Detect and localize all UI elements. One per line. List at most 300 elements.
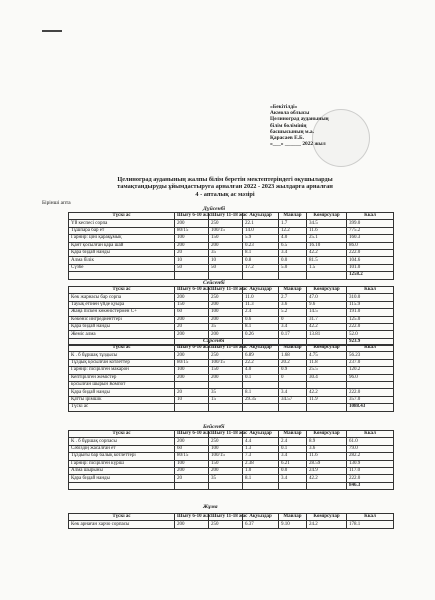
dish-name: Қара бидай нанды <box>69 323 175 330</box>
cell-value: 3.4 <box>279 389 307 396</box>
cell-value: 200 <box>175 294 209 301</box>
table-row <box>69 316 394 323</box>
cell-value: 117.0 <box>347 467 394 474</box>
portion-11-18-header: Шығу 11-18 жас <box>209 345 243 352</box>
dish-name: Үй кеспесі сорпа <box>69 220 175 227</box>
carbs-header: Көмірсулар <box>307 287 347 294</box>
portion-11-18-header: Шығу 11-18 жас <box>209 431 243 438</box>
total-kcal: 846.3 <box>347 482 394 489</box>
title-line: Целиноград ауданының жалпы білім беретін мектептеріндегі оқушыларды <box>117 176 333 183</box>
cell-value: 50 <box>175 264 209 271</box>
portion-6-10-header: Шығу 6-10 жас <box>175 287 209 294</box>
cell-value: 4.0 <box>279 235 307 242</box>
day-name: Сәрсенбі <box>203 338 225 344</box>
cell-value: 0.23 <box>243 242 279 249</box>
cell-value: 5.9 <box>243 235 279 242</box>
carbs-header: Көмірсулар <box>307 431 347 438</box>
header-row <box>69 431 394 438</box>
cell-value: 0 <box>279 374 307 381</box>
dish-name: Тауық етінен үйде қуыра <box>69 301 175 308</box>
cell-value: 104.6 <box>347 257 394 264</box>
cell-value: 200 <box>175 438 209 445</box>
cell-value: 42.2 <box>307 475 347 482</box>
fat-header: Майлар <box>279 213 307 220</box>
table-row <box>69 389 394 396</box>
cell-value: 47.0 <box>307 294 347 301</box>
cell-value: 101.0 <box>347 264 394 271</box>
empty-cell <box>175 404 209 411</box>
header-row <box>69 287 394 294</box>
cell-value: 3.4 <box>279 323 307 330</box>
cell-value: 11.9 <box>307 396 347 403</box>
table-row <box>69 220 394 227</box>
cell-value: 60 <box>175 445 209 452</box>
cell-value: 160.3 <box>347 235 394 242</box>
cell-value: 15 <box>209 396 243 403</box>
cell-value: 1.68 <box>279 352 307 359</box>
table-row <box>69 374 394 381</box>
cell-value: 100/15 <box>209 227 243 234</box>
title-line: 4 - апталық ас мәзірі <box>195 190 255 198</box>
cell-value: 1.5 <box>307 264 347 271</box>
total-label <box>69 482 175 489</box>
dish-name: Көк жарнасы бар сорпа <box>69 294 175 301</box>
dish-name: Көкөніс ингредиенттері <box>69 316 175 323</box>
cell-value: 115.9 <box>347 301 394 308</box>
cell-value: 86.0 <box>347 242 394 249</box>
cell-value: 100 <box>175 367 209 374</box>
portion-11-18-header: Шығу 11-18 жас <box>209 287 243 294</box>
portion-6-10-header: Шығу 6-10 жас <box>175 345 209 352</box>
week-label: Бірінші апта <box>42 200 71 206</box>
cell-value: 237.0 <box>347 359 394 366</box>
total-label <box>69 272 175 279</box>
cell-value: 0.1 <box>243 374 279 381</box>
cell-value: 357.0 <box>347 396 394 403</box>
cell-value: 6.21 <box>279 460 307 467</box>
dish-name: К . б бұршақ тұздысы <box>69 352 175 359</box>
empty-cell <box>175 272 209 279</box>
cell-value: 22.2 <box>243 359 279 366</box>
dish-name: Кептірілген жемістер <box>69 374 175 381</box>
cell-value: 6.89 <box>243 352 279 359</box>
kcal-header: Ккал <box>347 514 394 521</box>
portion-11-18-header: Шығу 11-18 жас <box>209 514 243 521</box>
cell-value: 34.57 <box>279 396 307 403</box>
cell-value: 8.1 <box>243 249 279 256</box>
dish-name: Көк арнаған харчо сорпасы <box>69 521 175 528</box>
cell-value: 11.6 <box>307 453 347 460</box>
cell-value: 9.6 <box>307 301 347 308</box>
dish-name: Алма білік <box>69 257 175 264</box>
fat-header: Майлар <box>279 514 307 521</box>
cell-value: 191.0 <box>347 309 394 316</box>
cell-value: 200 <box>175 467 209 474</box>
table-row <box>69 445 394 452</box>
empty-cell <box>209 482 243 489</box>
approval-line: Целиноград ауданының <box>270 116 329 123</box>
cell-value: 100 <box>209 309 243 316</box>
cell-value: 22.1 <box>243 220 279 227</box>
cell-value: 100 <box>175 235 209 242</box>
approval-line: басшысының м.а. <box>270 128 314 135</box>
total-kcal: 1258.2 <box>347 272 394 279</box>
cell-value: 200 <box>209 467 243 474</box>
dish-name: Қара бидай нанды <box>69 475 175 482</box>
cell-value: 35 <box>209 323 243 330</box>
cell-value: 1.7 <box>279 220 307 227</box>
cell-value <box>243 381 279 388</box>
cell-value: 6.5 <box>279 242 307 249</box>
dish-name: Қара бидай нанды <box>69 389 175 396</box>
cell-value: 0.17 <box>279 331 307 338</box>
total-kcal: 1088.43 <box>347 404 394 411</box>
header-row <box>69 514 394 521</box>
total-row <box>69 404 394 411</box>
header-row <box>69 213 394 220</box>
cell-value: 14.0 <box>243 227 279 234</box>
cell-value <box>279 381 307 388</box>
table-row <box>69 460 394 467</box>
portion-11-18-header: Шығу 11-18 жас <box>209 213 243 220</box>
cell-value: 25.5 <box>307 367 347 374</box>
menu-table <box>68 430 394 490</box>
cell-value <box>307 381 347 388</box>
cell-value: 24.2 <box>307 521 347 528</box>
cell-value: 250 <box>209 294 243 301</box>
cell-value: 42.2 <box>307 323 347 330</box>
table-row <box>69 264 394 271</box>
dish-name: Жеміс алма <box>69 331 175 338</box>
table-row <box>69 352 394 359</box>
cell-value: 8.1 <box>243 323 279 330</box>
cell-value: 50 <box>209 264 243 271</box>
dish-name: К . б бұршақ сорпасы <box>69 438 175 445</box>
cell-value: 0.1 <box>279 445 307 452</box>
total-row <box>69 272 394 279</box>
table-row <box>69 294 394 301</box>
cell-value: 11.6 <box>307 227 347 234</box>
cell-value: 2.38 <box>243 460 279 467</box>
kcal-header: Ккал <box>347 287 394 294</box>
menu-table <box>68 212 394 280</box>
cell-value: 8.9 <box>307 438 347 445</box>
kcal-header: Ккал <box>347 213 394 220</box>
cell-value: 775.2 <box>347 227 394 234</box>
cell-value: 35 <box>209 475 243 482</box>
cell-value: 61.0 <box>347 438 394 445</box>
cell-value: 0.9 <box>279 367 307 374</box>
fat-header: Майлар <box>279 345 307 352</box>
table-row <box>69 467 394 474</box>
cell-value <box>347 381 394 388</box>
cell-value: 250 <box>209 220 243 227</box>
table-row <box>69 475 394 482</box>
cell-value: 11.8 <box>307 359 347 366</box>
portion-6-10-header: Шығу 6-10 жас <box>175 213 209 220</box>
approval-line: Қарасаев Е.Б. <box>270 135 304 142</box>
empty-cell <box>243 404 279 411</box>
dish-name: Тұздығы бар балық котлеттері <box>69 453 175 460</box>
cell-value: 2.7 <box>279 294 307 301</box>
total-label: Түскі ас <box>69 404 175 411</box>
cell-value: 20 <box>175 389 209 396</box>
cell-value: 222.0 <box>347 475 394 482</box>
empty-cell <box>209 272 243 279</box>
protein-header: Ақуыздар <box>243 514 279 521</box>
dish-name: Сәбіздің жасалған ет <box>69 445 175 452</box>
cell-value: 0.0 <box>279 257 307 264</box>
cell-value: 1.0 <box>243 467 279 474</box>
cell-value: 200 <box>175 242 209 249</box>
empty-cell <box>209 404 243 411</box>
cell-value: 20.2 <box>279 359 307 366</box>
cell-value: 79.0 <box>347 445 394 452</box>
cell-value: 200 <box>209 242 243 249</box>
fat-header: Майлар <box>279 287 307 294</box>
empty-cell <box>243 482 279 489</box>
cell-value: 0.8 <box>243 257 279 264</box>
cell-value: 3.4 <box>279 249 307 256</box>
dish-header: Түскі ас <box>69 514 175 521</box>
carbs-header: Көмірсулар <box>307 345 347 352</box>
cell-value: 5.2 <box>279 309 307 316</box>
dish-name: Тұшпара бар ет <box>69 227 175 234</box>
dish-header: Түскі ас <box>69 345 175 352</box>
table-row <box>69 331 394 338</box>
cell-value: 399.0 <box>347 220 394 227</box>
cell-value: 4.0 <box>243 367 279 374</box>
cell-value: 100 <box>175 460 209 467</box>
dish-name: Гарнир: пісірілген макарон <box>69 367 175 374</box>
cell-value: 250 <box>209 521 243 528</box>
cell-value: 100 <box>209 445 243 452</box>
cell-value: 31.7 <box>307 316 347 323</box>
empty-cell <box>279 272 307 279</box>
total-row <box>69 482 394 489</box>
cell-value: 200 <box>209 301 243 308</box>
cell-value: 100/15 <box>209 359 243 366</box>
cell-value: 10 <box>175 257 209 264</box>
dish-name: Гарнир: пісірілген күріш <box>69 460 175 467</box>
dish-header: Түскі ас <box>69 431 175 438</box>
protein-header: Ақуыздар <box>243 431 279 438</box>
cell-value: 222.0 <box>347 249 394 256</box>
cell-value: 310.0 <box>347 294 394 301</box>
cell-value: 0.0 <box>279 467 307 474</box>
empty-cell <box>307 272 347 279</box>
cell-value: 178.1 <box>347 521 394 528</box>
carbs-header: Көмірсулар <box>307 213 347 220</box>
cell-value: 80/15 <box>175 453 209 460</box>
fat-header: Майлар <box>279 431 307 438</box>
approval-block <box>270 104 420 147</box>
menu-table <box>68 344 394 412</box>
table-row <box>69 323 394 330</box>
cell-value: 10 <box>175 396 209 403</box>
table-row <box>69 381 394 388</box>
approval-line: білім бөлімінің <box>270 122 307 129</box>
cell-value: 8.1 <box>243 475 279 482</box>
table-row <box>69 249 394 256</box>
approval-line: «___» ______ 2022 жыл <box>270 141 326 148</box>
cell-value: 52.0 <box>347 331 394 338</box>
day-name: Бейсенбі <box>203 424 225 430</box>
cell-value: 29.35 <box>243 396 279 403</box>
cell-value: 150 <box>209 460 243 467</box>
total-kcal: 923.9 <box>347 338 394 345</box>
cell-value: 25.1 <box>307 235 347 242</box>
cell-value: 1.3 <box>243 445 279 452</box>
cell-value: 6.37 <box>243 521 279 528</box>
cell-value: 120.2 <box>347 367 394 374</box>
cell-value: 2.4 <box>279 438 307 445</box>
cell-value: 3.4 <box>279 475 307 482</box>
cell-value: 282.2 <box>347 453 394 460</box>
cell-value: 150 <box>209 235 243 242</box>
cell-value: 20 <box>175 249 209 256</box>
cell-value: 3.4 <box>279 453 307 460</box>
cell-value: 17.2 <box>243 264 279 271</box>
cell-value: 11.3 <box>243 301 279 308</box>
cell-value: 35 <box>209 249 243 256</box>
cell-value: 16.10 <box>307 242 347 249</box>
cell-value: 200 <box>209 374 243 381</box>
cell-value: 56.23 <box>347 352 394 359</box>
table-row <box>69 242 394 249</box>
cell-value: 150 <box>175 301 209 308</box>
cell-value: 3.6 <box>307 445 347 452</box>
dish-name: Гарнир: ціні қарақұмық <box>69 235 175 242</box>
dish-name: Қант қосылған қара шай <box>69 242 175 249</box>
empty-cell <box>243 272 279 279</box>
cell-value: 60 <box>175 309 209 316</box>
portion-6-10-header: Шығу 6-10 жас <box>175 431 209 438</box>
table-row <box>69 301 394 308</box>
empty-cell <box>307 482 347 489</box>
cell-value: 9.10 <box>279 521 307 528</box>
cell-value: 200 <box>175 316 209 323</box>
cell-value: 80/15 <box>175 227 209 234</box>
cell-value: 100/15 <box>209 453 243 460</box>
table-row <box>69 453 394 460</box>
cell-value: 0 <box>279 316 307 323</box>
cell-value: 3.6 <box>279 301 307 308</box>
cell-value: 200 <box>175 374 209 381</box>
dish-header: Түскі ас <box>69 287 175 294</box>
table-row <box>69 227 394 234</box>
cell-value: 130.9 <box>347 460 394 467</box>
dish-name: қосылған шырын Компот <box>69 381 175 388</box>
protein-header: Ақуыздар <box>243 345 279 352</box>
table-row <box>69 309 394 316</box>
dish-name: Жаңа піскен көкөністермен С+ <box>69 309 175 316</box>
cell-value: 2.4 <box>243 309 279 316</box>
dish-name: Қатты ірімшік <box>69 396 175 403</box>
cell-value: 222.0 <box>347 389 394 396</box>
cell-value: 200 <box>175 521 209 528</box>
table-row <box>69 367 394 374</box>
table-row <box>69 521 394 528</box>
cell-value: 0.26 <box>243 331 279 338</box>
cell-value: 20 <box>175 323 209 330</box>
cell-value: 200 <box>175 220 209 227</box>
cell-value: 42.2 <box>307 389 347 396</box>
cell-value: 42.2 <box>307 249 347 256</box>
approval-line: Акмола облысы <box>270 110 310 117</box>
kcal-header: Ккал <box>347 431 394 438</box>
empty-cell <box>307 404 347 411</box>
corner-mark <box>42 30 62 32</box>
cell-value: 200 <box>209 316 243 323</box>
portion-6-10-header: Шығу 6-10 жас <box>175 514 209 521</box>
cell-value: 4.4 <box>243 438 279 445</box>
table-row <box>69 396 394 403</box>
day-name: Жұма <box>203 504 218 510</box>
empty-cell <box>279 482 307 489</box>
cell-value: 4.75 <box>307 352 347 359</box>
cell-value: 150 <box>209 367 243 374</box>
header-row <box>69 345 394 352</box>
protein-header: Ақуыздар <box>243 287 279 294</box>
cell-value: 34.5 <box>307 220 347 227</box>
cell-value: 200 <box>209 331 243 338</box>
table-row <box>69 235 394 242</box>
menu-table <box>68 513 394 529</box>
dish-name: Сүзбе <box>69 264 175 271</box>
title-line: тамақтандыруды ұйымдастыруға арналған 2022 - 2023 жылдарға арналған <box>117 183 333 191</box>
table-row <box>69 359 394 366</box>
cell-value: 80/15 <box>175 359 209 366</box>
cell-value <box>175 381 209 388</box>
dish-name: Қара бидай нанды <box>69 249 175 256</box>
cell-value: 12.2 <box>279 227 307 234</box>
cell-value: 5.0 <box>279 264 307 271</box>
dish-name: Алма шырыны <box>69 467 175 474</box>
cell-value: 20 <box>175 475 209 482</box>
cell-value: 200 <box>175 331 209 338</box>
carbs-header: Көмірсулар <box>307 514 347 521</box>
document-title <box>60 176 390 198</box>
empty-cell <box>279 404 307 411</box>
table-row <box>69 438 394 445</box>
table-row <box>69 257 394 264</box>
cell-value: 14.5 <box>307 309 347 316</box>
cell-value: 250 <box>209 352 243 359</box>
cell-value: 10 <box>209 257 243 264</box>
kcal-header: Ккал <box>347 345 394 352</box>
day-name: Дүйсенбі <box>203 206 226 212</box>
cell-value: 8.1 <box>243 389 279 396</box>
cell-value: 222.0 <box>347 323 394 330</box>
day-name: Сейсенбі <box>203 280 225 286</box>
empty-cell <box>175 482 209 489</box>
approval-line: «Бекітілді» <box>270 104 298 110</box>
cell-value: 200 <box>175 352 209 359</box>
cell-value: 13.81 <box>307 331 347 338</box>
cell-value: 7.3 <box>243 453 279 460</box>
cell-value: 125.0 <box>347 316 394 323</box>
cell-value: 30.4 <box>307 374 347 381</box>
cell-value: 81.5 <box>307 257 347 264</box>
cell-value: 35 <box>209 389 243 396</box>
cell-value: 250 <box>209 438 243 445</box>
cell-value: 28.59 <box>307 460 347 467</box>
dish-name: Тұздық қосылған котлеттер <box>69 359 175 366</box>
dish-header: Түскі ас <box>69 213 175 220</box>
cell-value: 11.0 <box>243 294 279 301</box>
cell-value <box>209 381 243 388</box>
